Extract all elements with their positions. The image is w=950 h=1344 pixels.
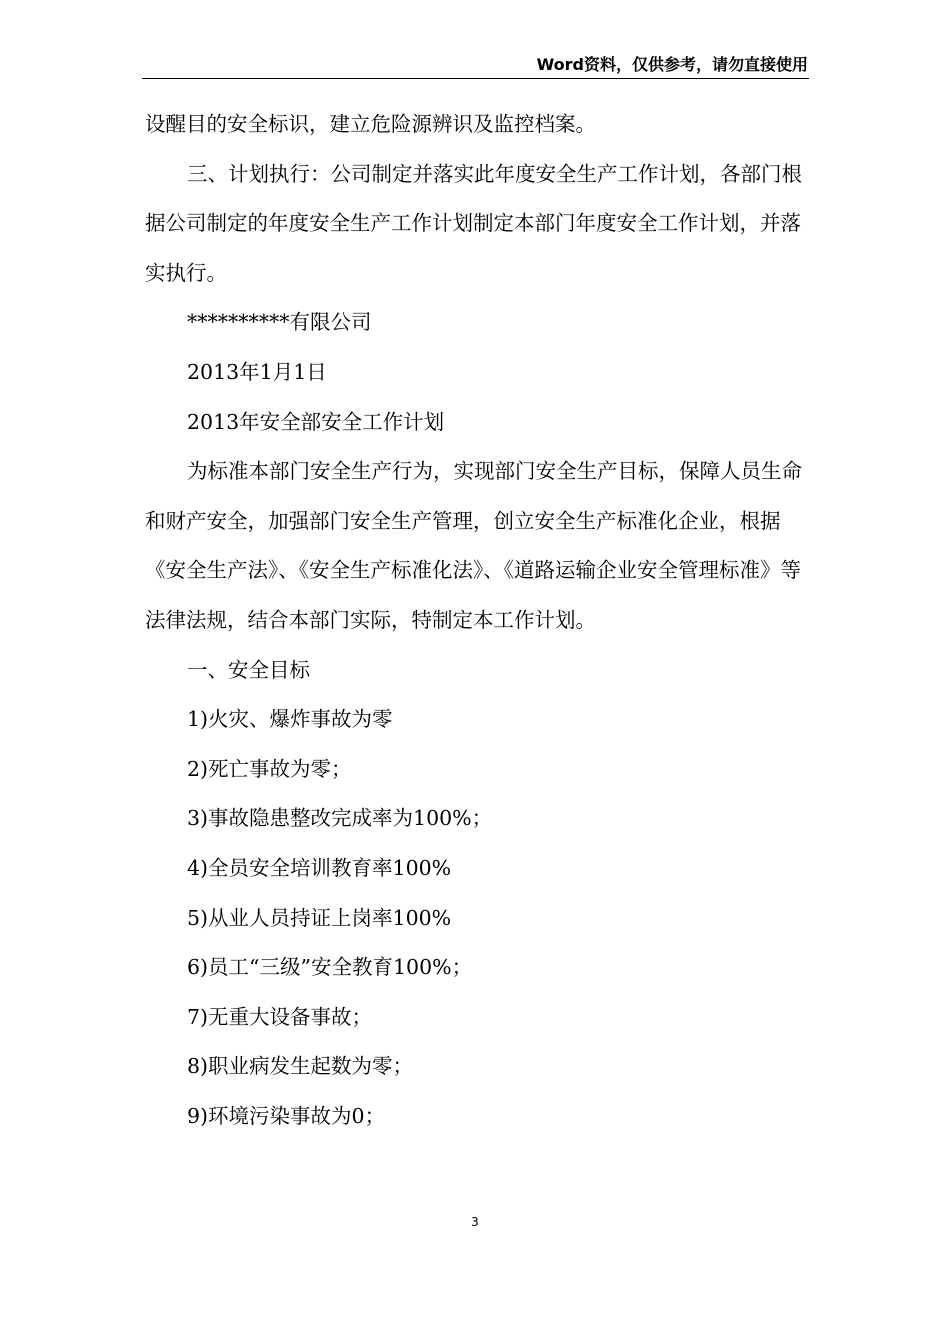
paragraph-intro: 为标准本部门安全生产行为，实现部门安全生产目标，保障人员生命和财产安全，加强部门安全生产管理，创立安全生产标准化企业，根据《安全生产法》、《安全生产标准化法》、《道路运输企业安全管理标准》等法律法规，结合本部门实际，特制定本工作计划。 bbox=[145, 459, 802, 632]
goal-item: 2)死亡事故为零； bbox=[187, 756, 352, 781]
goal-item: 1)火灾、爆炸事故为零 bbox=[187, 707, 393, 732]
section-title: 2013年安全部安全工作计划 bbox=[187, 409, 445, 434]
company-signature: **********有限公司 bbox=[187, 310, 372, 335]
signature-date: 2013年1月1日 bbox=[187, 359, 327, 384]
goal-item: 7)无重大设备事故； bbox=[187, 1004, 373, 1029]
paragraph-plan-execution: 三、计划执行：公司制定并落实此年度安全生产工作计划，各部门根据公司制定的年度安全生产工作计划制定本部门年度安全工作计划，并落实执行。 bbox=[145, 161, 802, 285]
goal-item: 4)全员安全培训教育率100% bbox=[187, 855, 452, 880]
paragraph-hazard-archive: 设醒目的安全标识，建立危险源辨识及监控档案。 bbox=[145, 112, 596, 136]
header-divider bbox=[142, 78, 809, 79]
goal-item: 5)从业人员持证上岗率100% bbox=[187, 905, 452, 930]
goal-item: 6)员工“三级”安全教育100%； bbox=[187, 955, 473, 980]
document-body bbox=[145, 100, 805, 1141]
goal-item: 3)事故隐患整改完成率为100%； bbox=[187, 806, 493, 831]
goal-item: 9)环境污染事故为0； bbox=[187, 1103, 386, 1128]
page-number: 3 bbox=[471, 1215, 479, 1229]
heading-safety-goals: 一、安全目标 bbox=[187, 657, 310, 682]
goal-item: 8)职业病发生起数为零； bbox=[187, 1054, 414, 1079]
page-header: Word资料，仅供参考，请勿直接使用 bbox=[536, 55, 808, 74]
